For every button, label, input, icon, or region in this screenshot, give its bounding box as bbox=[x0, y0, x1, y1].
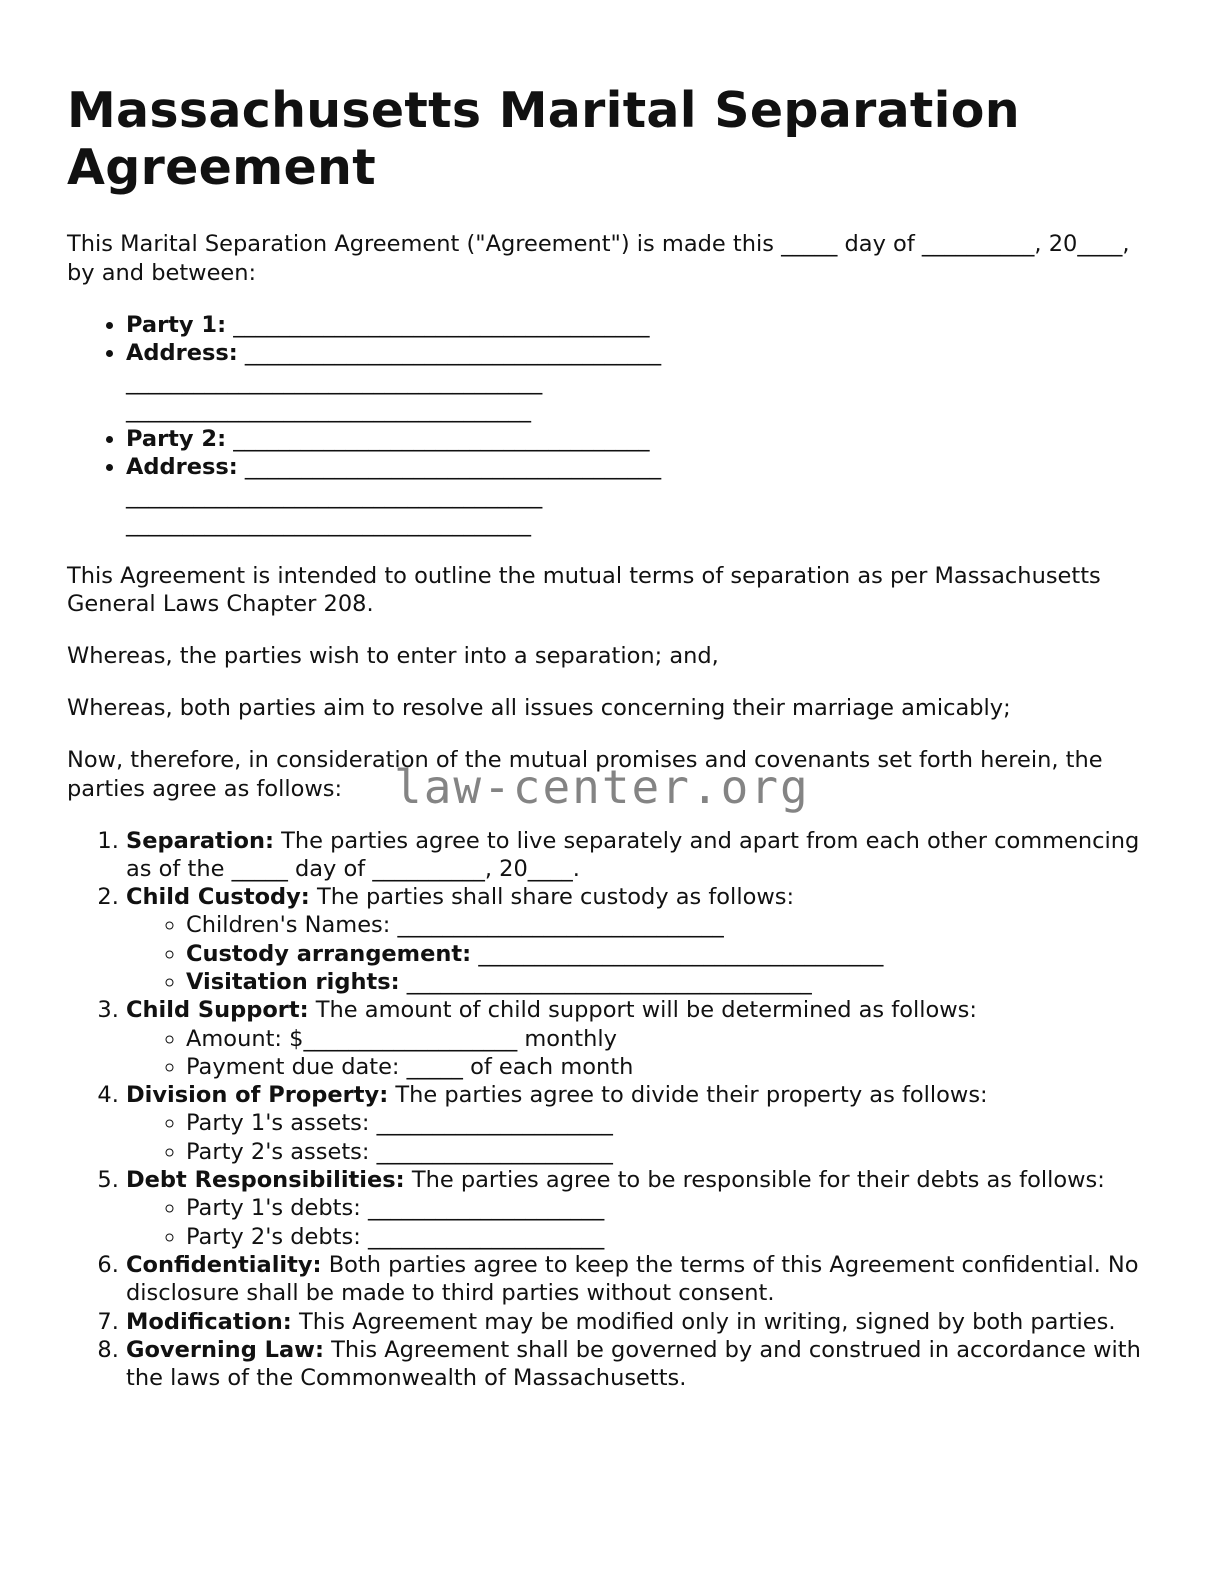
party-1-label: Party 1: bbox=[126, 311, 227, 338]
term-text: This Agreement may be modified only in writing, signed by both parties. bbox=[291, 1308, 1116, 1335]
term-governing-law bbox=[126, 1336, 1157, 1393]
document-title: Massachusetts Marital Separation Agreement bbox=[67, 82, 1020, 196]
party-1-debts-item: ◦ Party 1's debts: _____________________ bbox=[186, 1194, 1157, 1222]
party-2-address-line-3: ____________________________________ bbox=[126, 511, 531, 537]
term-heading: Division of Property: bbox=[126, 1082, 389, 1109]
property-sublist bbox=[126, 1109, 1157, 1166]
party-1-address-label: Address: bbox=[126, 340, 238, 366]
term-heading: Separation: bbox=[126, 827, 274, 854]
term-child-support bbox=[126, 996, 1157, 1081]
visitation-rights-blank: ____________________________________ bbox=[399, 968, 812, 995]
custody-sublist bbox=[126, 911, 1157, 996]
term-heading: Modification: bbox=[126, 1308, 292, 1335]
whereas-paragraph-1: Whereas, the parties wish to enter into a separation; and, bbox=[67, 643, 719, 669]
term-text: The parties agree to live separately and apart from each other commencing as of the _____ day of __________, 20____. bbox=[126, 827, 1140, 882]
party-2-debts-item: ◦ Party 2's debts: _____________________ bbox=[186, 1223, 1157, 1251]
parties-list bbox=[67, 311, 1157, 539]
party-2-item bbox=[126, 425, 1157, 454]
term-text: The amount of child support will be determined as follows: bbox=[308, 997, 977, 1024]
term-heading: Debt Responsibilities: bbox=[126, 1167, 405, 1194]
party-1-address-item bbox=[126, 339, 1157, 425]
debts-sublist bbox=[126, 1194, 1157, 1251]
support-amount-item: ◦ Amount: $___________________ monthly bbox=[186, 1025, 1157, 1053]
purpose-paragraph: This Agreement is intended to outline the mutual terms of separation as per Massachusetts General Laws Chapter 208. bbox=[67, 562, 1101, 617]
party-1-address-line-2: _____________________________________ bbox=[126, 368, 543, 395]
term-text: The parties agree to divide their property as follows: bbox=[388, 1082, 988, 1109]
document-page bbox=[67, 82, 1157, 1392]
party-2-assets-item: ◦ Party 2's assets: _____________________ bbox=[186, 1138, 1157, 1166]
term-text: Both parties agree to keep the terms of this Agreement confidential. No disclosure shall be made to third parties without consent. bbox=[126, 1251, 1139, 1307]
custody-arrangement-item bbox=[186, 940, 1157, 968]
visitation-rights-item bbox=[186, 968, 1157, 996]
term-confidentiality bbox=[126, 1251, 1157, 1308]
now-therefore-paragraph: Now, therefore, in consideration of the mutual promises and covenants set forth herein, the parties agree as follows: bbox=[67, 747, 1103, 802]
children-names-item: ◦ Children's Names: _____________________________ bbox=[186, 911, 1157, 939]
term-child-custody bbox=[126, 883, 1157, 996]
term-division-of-property bbox=[126, 1081, 1157, 1166]
party-2-address-label: Address: bbox=[126, 454, 238, 480]
party-2-address-item bbox=[126, 453, 1157, 539]
custody-arrangement-label: Custody arrangement: bbox=[186, 940, 472, 967]
term-heading: Child Custody: bbox=[126, 884, 310, 911]
term-heading: Governing Law: bbox=[126, 1336, 324, 1363]
custody-arrangement-blank: ____________________________________ bbox=[471, 940, 884, 967]
support-due-date-item: ◦ Payment due date: _____ of each month bbox=[186, 1053, 1157, 1081]
party-2-address-line-2: _____________________________________ bbox=[126, 482, 543, 509]
support-sublist bbox=[126, 1025, 1157, 1082]
term-text: This Agreement shall be governed by and construed in accordance with the laws of the Commonwealth of Massachusetts. bbox=[126, 1336, 1141, 1392]
visitation-rights-label: Visitation rights: bbox=[186, 968, 400, 995]
terms-list bbox=[67, 827, 1157, 1393]
term-heading: Confidentiality: bbox=[126, 1251, 322, 1278]
party-2-address-blank: _____________________________________ bbox=[237, 454, 662, 480]
party-1-assets-item: ◦ Party 1's assets: _____________________ bbox=[186, 1109, 1157, 1137]
watermark: law-center.org bbox=[394, 760, 810, 814]
term-separation bbox=[126, 827, 1157, 884]
whereas-paragraph-2: Whereas, both parties aim to resolve all issues concerning their marriage amicably; bbox=[67, 695, 1011, 721]
party-1-item bbox=[126, 311, 1157, 340]
term-heading: Child Support: bbox=[126, 997, 309, 1024]
term-text: The parties agree to be responsible for their debts as follows: bbox=[404, 1167, 1105, 1194]
term-debt-responsibilities bbox=[126, 1166, 1157, 1251]
party-2-label: Party 2: bbox=[126, 425, 227, 452]
party-2-blank: _____________________________________ bbox=[226, 425, 650, 452]
party-1-address-line-3: ____________________________________ bbox=[126, 397, 531, 423]
party-1-blank: _____________________________________ bbox=[226, 311, 650, 338]
term-text: The parties shall share custody as follows: bbox=[309, 884, 795, 911]
intro-paragraph: This Marital Separation Agreement ("Agreement") is made this _____ day of __________, 20____, by and between: bbox=[67, 231, 1130, 286]
party-1-address-blank: _____________________________________ bbox=[237, 340, 662, 366]
term-modification bbox=[126, 1308, 1157, 1336]
